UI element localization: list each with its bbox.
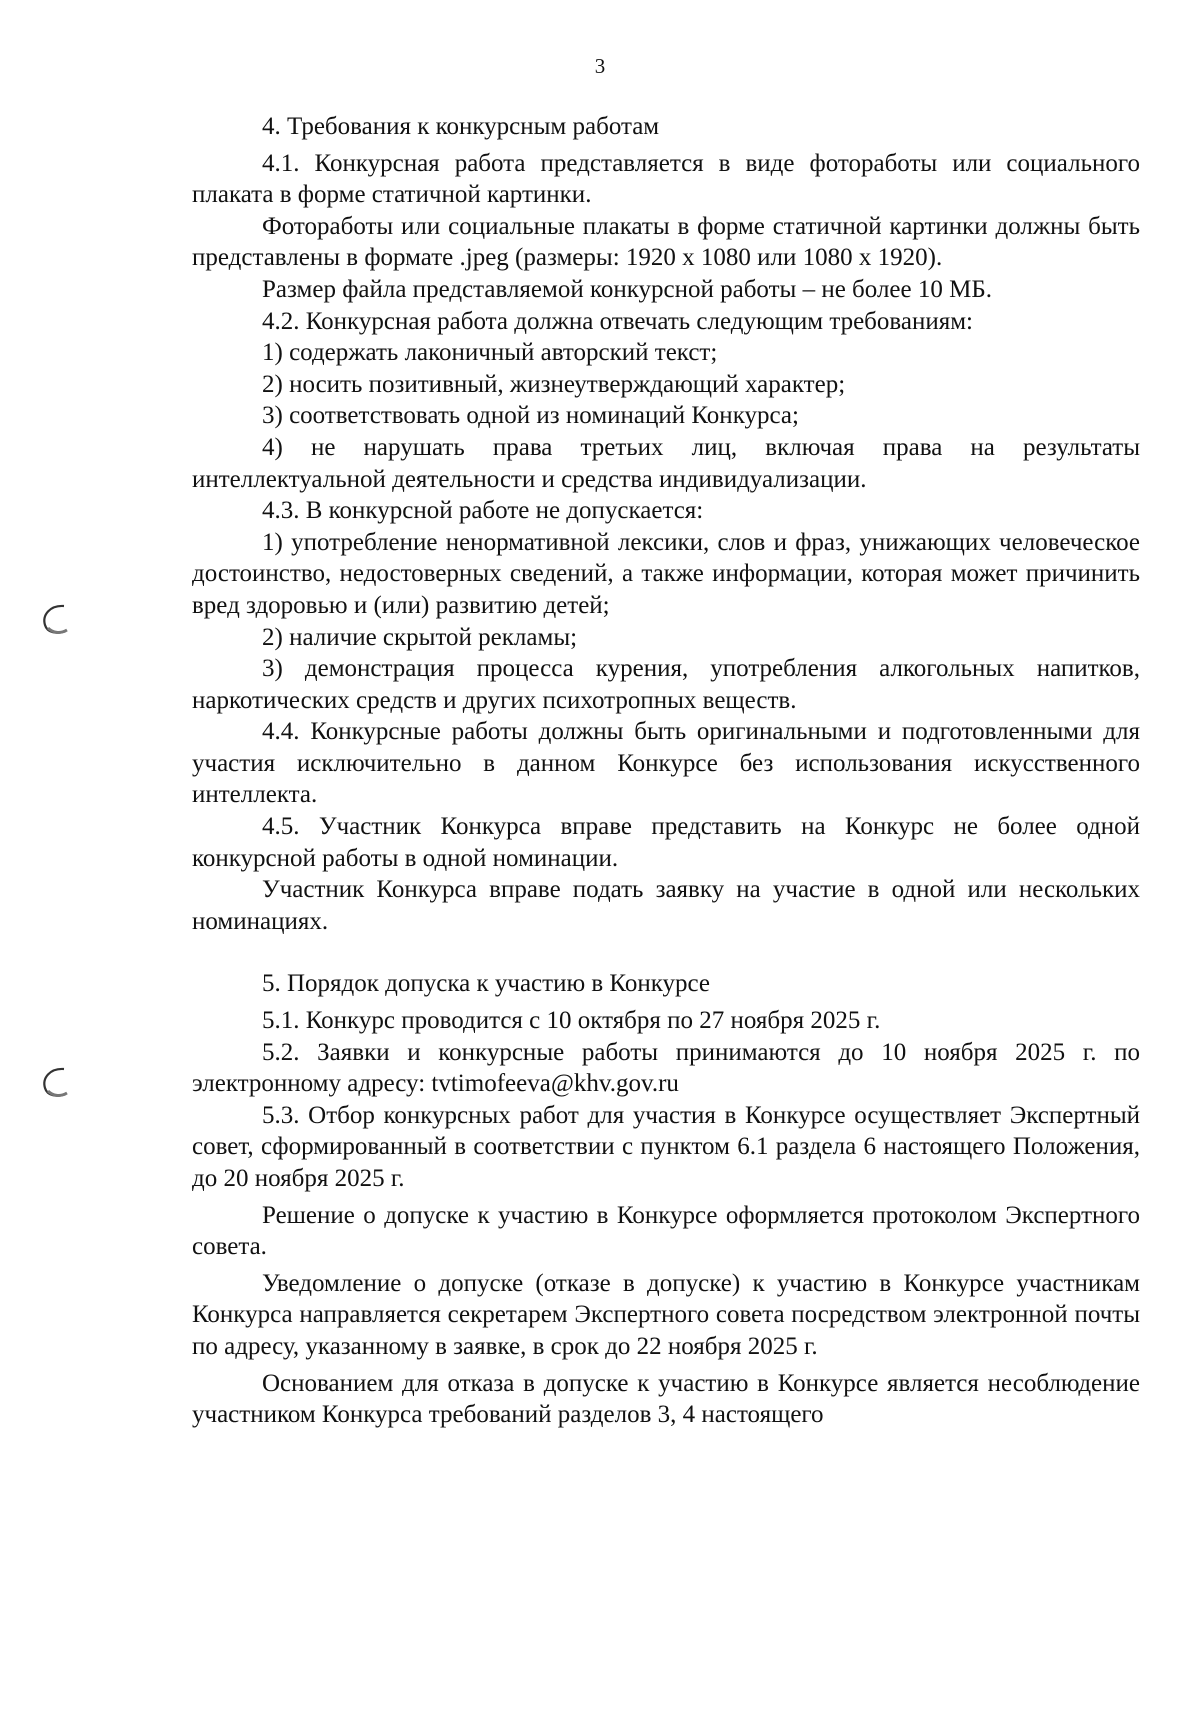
paragraph-4-3: 4.3. В конкурсной работе не допускается: — [262, 497, 704, 525]
list-item: 2) носить позитивный, жизнеутверждающий характер; — [262, 370, 846, 398]
document-body — [192, 111, 1140, 1431]
list-item: 4) не нарушать права третьих лиц, включая права на результаты интеллектуальной деятельности и средства индивидуализации. — [192, 433, 1140, 493]
paragraph-notice: Уведомление о допуске (отказе в допуске) к участию в Конкурсе участникам Конкурса направляется секретарем Экспертного совета посредством электронной почты по адресу, указанному в заявке, в срок до 22 ноября 2025 г. — [192, 1269, 1140, 1360]
paragraph-apply-nominations: Участник Конкурса вправе подать заявку на участие в одной или нескольких номинациях. — [192, 876, 1140, 935]
list-item: 1) употребление ненормативной лексики, слов и фраз, унижающих человеческое достоинство, недостоверных сведений, а также информации, которая может причинить вред здоровью и (или) развитию детей; — [192, 528, 1140, 619]
paragraph-5-1: 5.1. Конкурс проводится с 10 октября по 27 ноября 2025 г. — [262, 1007, 881, 1035]
list-item: 1) содержать лаконичный авторский текст; — [262, 339, 718, 367]
paragraph-5-3: 5.3. Отбор конкурсных работ для участия в Конкурсе осуществляет Экспертный совет, сформированный в соответствии с пунктом 6.1 раздела 6 настоящего Положения, до 20 ноября 2025 г. — [192, 1101, 1140, 1192]
punch-hole-mark — [38, 1064, 74, 1100]
paragraph-5-2: 5.2. Заявки и конкурсные работы принимаются до 10 ноября 2025 г. по электронному адресу: tvtimofeeva@khv.gov.ru — [192, 1038, 1140, 1098]
paragraph-decision: Решение о допуске к участию в Конкурсе оформляется протоколом Экспертного совета. — [192, 1201, 1140, 1261]
punch-hole-mark — [38, 601, 74, 637]
section-4-heading: 4. Требования к конкурсным работам — [262, 113, 660, 140]
list-item: 3) демонстрация процесса курения, употребления алкогольных напитков, наркотических средств и других психотропных веществ. — [192, 655, 1140, 714]
paragraph-4-2: 4.2. Конкурсная работа должна отвечать следующим требованиям: — [262, 307, 973, 335]
paragraph-4-1: 4.1. Конкурсная работа представляется в виде фотоработы или социального плаката в форме статичной картинки. — [192, 149, 1140, 209]
paragraph-photo-format: Фотоработы или социальные плакаты в форме статичной картинки должны быть представлены в формате .jpeg (размеры: 1920 x 1080 или 1080 x 1920). — [192, 212, 1140, 272]
paragraph-file-size: Размер файла представляемой конкурсной работы – не более 10 МБ. — [262, 275, 992, 303]
paragraph-refusal: Основанием для отказа в допуске к участию в Конкурсе является несоблюдение участником Конкурса требований разделов 3, 4 настоящего — [192, 1369, 1140, 1429]
page-number: 3 — [594, 54, 606, 78]
paragraph-4-4: 4.4. Конкурсные работы должны быть оригинальными и подготовленными для участия исключительно в данном Конкурсе без использования искусственного интеллекта. — [192, 718, 1140, 809]
list-item: 3) соответствовать одной из номинаций Конкурса; — [262, 402, 799, 430]
list-item: 2) наличие скрытой рекламы; — [262, 623, 578, 651]
section-5-heading: 5. Порядок допуска к участию в Конкурсе — [262, 970, 711, 998]
paragraph-4-5: 4.5. Участник Конкурса вправе представить на Конкурс не более одной конкурсной работы в одной номинации. — [192, 813, 1140, 872]
